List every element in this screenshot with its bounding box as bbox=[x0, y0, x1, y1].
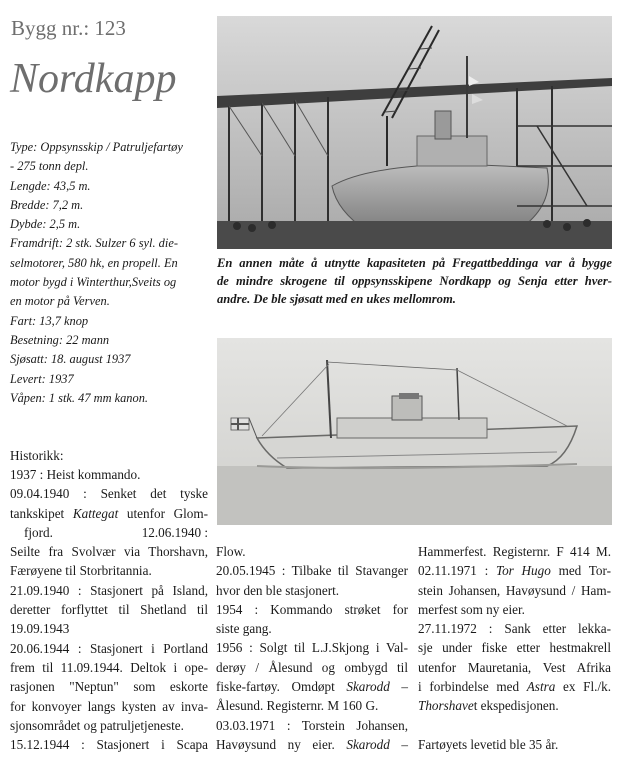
history-line: merfest som ny eier. bbox=[418, 601, 525, 617]
history-line: Fartøyets levetid ble 35 år. bbox=[418, 736, 559, 752]
history-line: 09.04.1940 : Senket det tyske bbox=[10, 486, 208, 502]
slipway-illustration bbox=[217, 16, 612, 249]
history-line: frem til 11.09.1944. Deltok i ope- bbox=[10, 659, 208, 675]
spec-line: Fart: 13,7 knop bbox=[10, 313, 89, 328]
spec-line: Lengde: 43,5 m. bbox=[10, 178, 91, 193]
history-line: Ålesund. Registernr. M 160 G. bbox=[216, 698, 379, 714]
slipway-photo bbox=[217, 16, 612, 249]
history-line: sje under fiske etter hestmakrell bbox=[418, 640, 611, 656]
history-line: 1956 : Solgt til L.J.Skjong i Val- bbox=[216, 640, 408, 656]
history-column-2 bbox=[216, 542, 408, 754]
history-column-3 bbox=[418, 542, 611, 754]
spec-line: Besetning: 22 mann bbox=[10, 332, 110, 347]
spec-line: en motor på Verven. bbox=[10, 294, 110, 309]
history-line: 1954 : Kommando strøket for bbox=[216, 601, 408, 617]
history-line: Flow. bbox=[216, 544, 246, 559]
caption-line: En annen måte å utnytte kapasiteten på Fregattbeddinga var å bygge bbox=[217, 256, 612, 270]
build-number: Bygg nr.: 123 bbox=[11, 16, 126, 40]
spec-line: motor bygd i Winterthur,Sveits og bbox=[10, 275, 177, 290]
photo-caption bbox=[217, 254, 612, 308]
history-line: 03.03.1971 : Torstein Johansen, bbox=[216, 717, 408, 733]
spec-line: - 275 tonn depl. bbox=[10, 159, 89, 174]
spec-line: selmotorer, 580 hk, en propell. En bbox=[10, 255, 178, 270]
history-line: for konvoyer langs kysten av inva- bbox=[10, 698, 208, 714]
caption-line: andre. De ble sjøsatt med en ukes mellomrom. bbox=[217, 292, 456, 306]
history-line: fjord. 12.06.1940 : bbox=[24, 524, 208, 540]
history-line: 27.11.1972 : Sank etter lekka- bbox=[418, 621, 611, 637]
history-line: 15.12.1944 : Stasjonert i Scapa bbox=[10, 737, 208, 753]
history-line: Havøysund ny eier. Skarodd – bbox=[216, 736, 409, 752]
history-line: sjonsområdet og patruljetjeneste. bbox=[10, 717, 184, 733]
history-line: tankskipet Kattegat utenfor Glom- bbox=[10, 505, 208, 521]
spacer bbox=[418, 716, 611, 735]
history-line: i forbindelse med Astra ex Fl./k. bbox=[418, 679, 611, 695]
history-line: rasjonen "Neptun" som eskorte bbox=[10, 679, 208, 695]
ship-name: Kattegat bbox=[72, 505, 119, 521]
history-line: 20.05.1945 : Tilbake til Stavanger bbox=[216, 563, 408, 579]
history-line: hvor den ble stasjonert. bbox=[216, 582, 340, 598]
spec-line: Levert: 1937 bbox=[10, 371, 74, 386]
history-line: fiske-fartøy. Omdøpt Skarodd – bbox=[216, 679, 409, 695]
history-line: Thorshavet ekspedisjonen. bbox=[418, 698, 559, 714]
history-line: 19.09.1943 bbox=[10, 621, 70, 637]
history-line: Færøyene til Storbritannia. bbox=[10, 563, 152, 579]
spec-line: Våpen: 1 stk. 47 mm kanon. bbox=[10, 390, 148, 405]
spec-line: Dybde: 2,5 m. bbox=[10, 217, 81, 232]
ship-name: Astra bbox=[526, 679, 556, 695]
ship-at-sea-photo bbox=[217, 338, 612, 525]
history-line: Hammerfest. Registernr. F 414 M. bbox=[418, 544, 611, 559]
caption-line: de mindre skrogene til oppsynsskipene Nordkapp og Senja etter hver- bbox=[217, 274, 612, 288]
spec-line: Framdrift: 2 stk. Sulzer 6 syl. die- bbox=[10, 236, 178, 251]
specifications bbox=[10, 138, 208, 408]
ship-name: Skarodd – bbox=[346, 679, 409, 695]
history-line: Seilte fra Svolvær via Thorshavn, bbox=[10, 544, 208, 560]
history-line: 21.09.1940 : Stasjonert på Island, bbox=[10, 582, 208, 598]
spec-line: Sjøsatt: 18. august 1937 bbox=[10, 352, 131, 367]
history-line: utenfor Mauretania, Vest Afrika bbox=[418, 659, 611, 675]
history-line: siste gang. bbox=[216, 621, 272, 637]
ship-name: Skarodd – bbox=[346, 736, 409, 752]
history-line: deretter forflyttet til Shetland til bbox=[10, 602, 208, 618]
history-column-1 bbox=[10, 465, 208, 754]
page-title: Nordkapp bbox=[10, 56, 177, 102]
history-heading: Historikk: bbox=[10, 448, 64, 463]
history-line: derøy / Ålesund og ombygd til bbox=[216, 659, 408, 675]
ship-name: Thorshave bbox=[418, 698, 474, 714]
history-line: stein Johansen, Havøysund / Ham- bbox=[418, 582, 611, 598]
history-line: 1937 : Heist kommando. bbox=[10, 467, 141, 482]
spec-line: Type: Oppsynsskip / Patruljefartøy bbox=[10, 140, 183, 154]
spec-line: Bredde: 7,2 m. bbox=[10, 197, 84, 212]
history-line: 02.11.1971 : Tor Hugo med Tor- bbox=[418, 563, 611, 579]
history-line: 20.06.1944 : Stasjonert i Portland bbox=[10, 640, 208, 656]
ship-illustration bbox=[217, 338, 612, 525]
ship-name: Tor Hugo bbox=[495, 563, 551, 579]
